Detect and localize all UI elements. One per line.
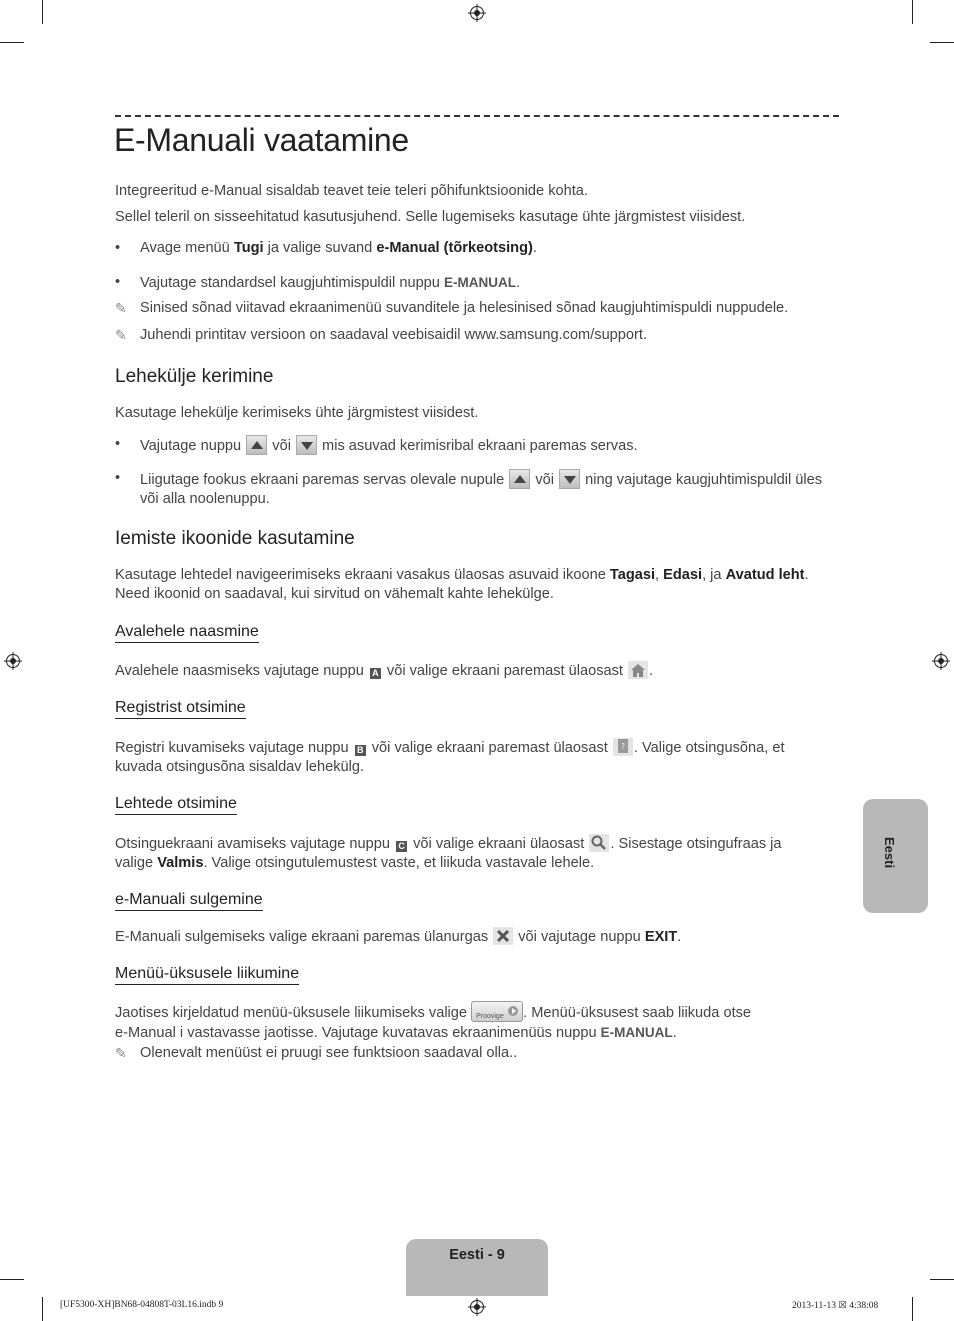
subsection-paragraph: Avalehele naasmiseks vajutage nuppu A või valige ekraani paremast ülaosast .: [115, 663, 654, 679]
page-number: Eesti - 9: [449, 1247, 505, 1263]
subsection-paragraph: Jaotises kirjeldatud menüü-üksusele liikumiseks valige Proovige . Menüü-üksusest saab liikuda otse e-Manual i vastavasse jaotisse. Vajutage kuvatavas ekraanimenüüs nuppu E-MANUAL.: [115, 1001, 840, 1043]
subsection-heading: e-Manuali sulgemine: [115, 891, 263, 911]
list-item-text: Vajutage standardsel kaugjuhtimispuldil nuppu E-MANUAL.: [140, 275, 521, 291]
intro-paragraph: Integreeritud e-Manual sisaldab teavet teie teleri põhifunktsioonide kohta.: [115, 183, 588, 199]
intro-paragraph: Sellel teleril on sisseehitatud kasutusjuhend. Selle lugemiseks kasutage ühte järgmistest viisidest.: [115, 209, 746, 225]
section-heading: Iemiste ikoonide kasutamine: [115, 528, 355, 549]
try-now-button-icon: Proovige: [471, 1001, 523, 1022]
scroll-up-icon: [246, 435, 267, 455]
registration-mark-icon: [468, 1298, 486, 1316]
note-text: Juhendi printitav versioon on saadaval veebisaidil www.samsung.com/support.: [140, 327, 647, 343]
note-text: Sinised sõnad viitavad ekraanimenüü suvanditele ja helesinised sõnad kaugjuhtimispuldi nuppudele.: [140, 300, 789, 316]
home-icon: [628, 661, 648, 679]
page-title: E-Manuali vaatamine: [114, 122, 409, 158]
list-item-text: Liigutage fookus ekraani paremas servas olevale nupule või ning vajutage kaugjuhtimispuldil üles või alla noolenuppu.: [140, 469, 840, 509]
bullet: •: [115, 436, 121, 452]
scroll-up-icon: [509, 469, 530, 489]
index-icon: [613, 738, 633, 756]
language-side-tab: [863, 799, 928, 913]
side-tab-label: Eesti: [882, 837, 897, 869]
registration-mark-icon: [468, 4, 486, 22]
subsection-heading: Menüü-üksusele liikumine: [115, 965, 299, 985]
print-footer-left: [UF5300-XH]BN68-04808T-03L16.indb 9: [60, 1300, 224, 1310]
crop-mark: [42, 1297, 43, 1321]
subsection-paragraph: Registri kuvamiseks vajutage nuppu B või valige ekraani paremast ülaosast ? . Valige otsingusõna, et kuvada otsingusõna sisaldav lehekülg.: [115, 740, 785, 775]
title-divider: [115, 115, 839, 117]
subsection-heading: Avalehele naasmine: [115, 623, 259, 643]
page-number-tab: [406, 1239, 548, 1296]
crop-mark: [930, 42, 954, 43]
registration-mark-icon: [4, 652, 22, 670]
section-heading: Lehekülje kerimine: [115, 366, 274, 387]
registration-mark-icon: [932, 652, 950, 670]
crop-mark: [42, 0, 43, 24]
section-intro: Kasutage lehekülje kerimiseks ühte järgmistest viisidest.: [115, 405, 479, 421]
search-icon: [589, 834, 609, 852]
subsection-heading: Registrist otsimine: [115, 699, 246, 719]
scroll-down-icon: [559, 469, 580, 489]
section-paragraph: Kasutage lehtedel navigeerimiseks ekraani vasakus ülaosas asuvaid ikoone Tagasi, Edasi, ja Avatud leht. Need ikoonid on saadaval, kui sirvitud on vähemalt kahte lehekülge.: [115, 567, 809, 602]
pencil-icon: ✎: [115, 1045, 127, 1061]
crop-mark: [930, 1279, 954, 1280]
bullet: •: [115, 274, 121, 290]
crop-mark: [0, 1279, 24, 1280]
subsection-paragraph: E-Manuali sulgemiseks valige ekraani paremas ülanurgas või vajutage nuppu EXIT.: [115, 929, 682, 945]
subsection-heading: Lehtede otsimine: [115, 795, 237, 815]
crop-mark: [0, 42, 24, 43]
crop-mark: [912, 1297, 913, 1321]
svg-text:?: ?: [620, 742, 625, 751]
key-a-icon: A: [370, 668, 381, 679]
pencil-icon: ✎: [115, 300, 127, 316]
key-c-icon: C: [396, 841, 407, 852]
close-icon: [493, 927, 513, 945]
key-b-icon: B: [355, 745, 366, 756]
list-item-text: Avage menüü Tugi ja valige suvand e-Manual (tõrkeotsing).: [140, 240, 537, 256]
note-text: Olenevalt menüüst ei pruugi see funktsioon saadaval olla..: [140, 1045, 518, 1061]
crop-mark: [912, 0, 913, 24]
list-item-text: Vajutage nuppu või mis asuvad kerimisribal ekraani paremas servas.: [140, 435, 840, 456]
pencil-icon: ✎: [115, 327, 127, 343]
subsection-paragraph: Otsinguekraani avamiseks vajutage nuppu C või valige ekraani ülaosast . Sisestage otsingufraas ja valige Valmis. Valige otsingutulemustest vaste, et liikuda vastavale lehele.: [115, 836, 782, 871]
print-footer-right: 2013-11-13 ☒ 4:38:08: [792, 1301, 879, 1311]
bullet: •: [115, 470, 121, 486]
scroll-down-icon: [296, 435, 317, 455]
bullet: •: [115, 240, 121, 256]
